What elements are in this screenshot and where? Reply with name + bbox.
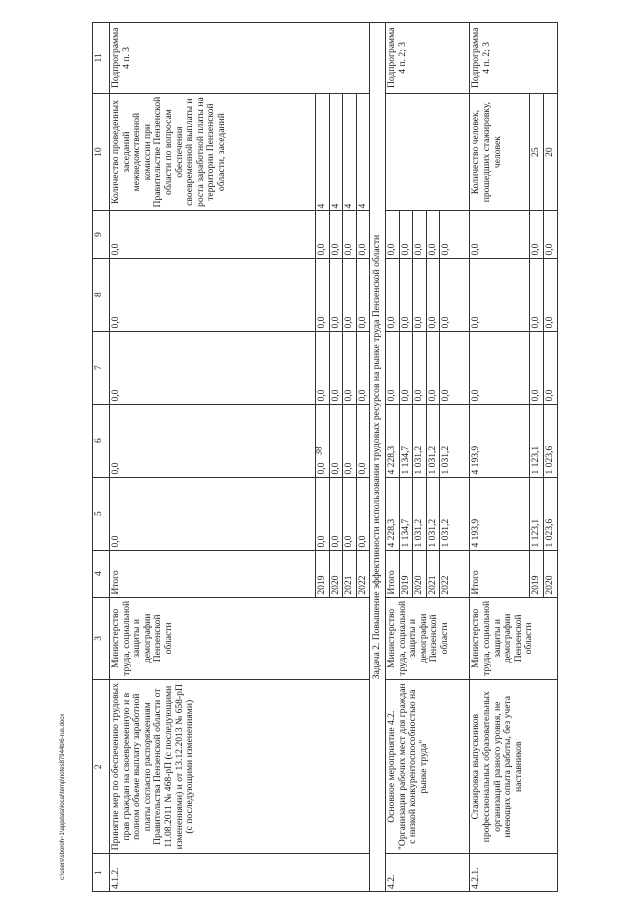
subprogram-ref: Подпрограмма 4 п. 2; 3 [470, 23, 557, 94]
year-cell: 2019 [530, 550, 544, 597]
year-cell: 2020 [543, 550, 557, 597]
executor: Министерство труда, социальной защиты и демографии Пензенской области [110, 597, 370, 679]
value-cell: 0,0 [110, 258, 316, 331]
col-1: 1 [93, 854, 110, 892]
value-cell: 1 123,1 [530, 477, 544, 550]
row-number: 4.2.1. [470, 854, 557, 892]
year-cell: Итого [470, 550, 530, 597]
value-cell: 0,0 [316, 404, 330, 477]
col-11: 11 [93, 23, 110, 94]
year-cell: 2020 [329, 550, 343, 597]
value-cell: 0,0 [399, 258, 413, 331]
indicator-cell: Количество человек, прошедших стажировку, человек [470, 93, 530, 211]
value-cell: 4 228,3 [385, 477, 399, 550]
year-cell: Итого [110, 550, 316, 597]
value-cell: 0,0 [329, 211, 343, 258]
value-cell: 0,0 [343, 477, 357, 550]
table-row [385, 23, 399, 892]
value-cell: 0,0 [543, 211, 557, 258]
year-cell: 2021 [343, 550, 357, 597]
program-table [92, 22, 558, 892]
value-cell: 0,0 [530, 211, 544, 258]
value-cell: 1 123,1 [530, 404, 544, 477]
year-cell: 2021 [426, 550, 440, 597]
value-cell: 0,0 [343, 211, 357, 258]
program-table-rotated [92, 22, 604, 892]
col-10: 10 [93, 93, 110, 211]
value-cell: 1 134,7 [399, 477, 413, 550]
value-cell: 0,0 [543, 331, 557, 404]
value-cell: 0,0 [110, 477, 316, 550]
value-cell: 0,0 [530, 331, 544, 404]
task-heading: Задача 2. Повышение эффективности использования трудовых ресурсов на рынке труда Пензенской области [370, 23, 386, 892]
value-cell: 0,0 [385, 331, 399, 404]
value-cell: 0,0 [413, 211, 427, 258]
indicator-value: 4 [316, 93, 330, 211]
indicator-cell: Количество проведенных заседаний межведомственной комиссии при Правительстве Пензенской области по вопросам обеспечения своевременной выплаты и роста заработной платы на территории Пензенской области, заседаний [110, 93, 316, 211]
row-number: 4.1.2. [110, 854, 370, 892]
value-cell: 0,0 [316, 477, 330, 550]
year-cell: 2019 [399, 550, 413, 597]
value-cell: 0,0 [440, 211, 470, 258]
measure-name: Стажировка выпускников профессиональных образовательных организаций разного уровня, не имеющих опыта работы, без учета наставников [470, 680, 557, 854]
value-cell: 0,0 [356, 258, 370, 331]
year-cell: 2022 [356, 550, 370, 597]
value-cell: 0,0 [110, 211, 316, 258]
row-number: 4.2. [385, 854, 469, 892]
value-cell: 1 031,2 [426, 477, 440, 550]
value-cell: 0,0 [440, 258, 470, 331]
value-cell: 0,0 [343, 331, 357, 404]
value-cell: 1 031,2 [440, 404, 470, 477]
task-heading-row [370, 23, 386, 892]
year-cell: 2019 [316, 550, 330, 597]
value-cell: 0,0 [356, 477, 370, 550]
value-cell: 1 031,2 [413, 477, 427, 550]
indicator-value: 4 [343, 93, 357, 211]
col-6: 6 [93, 404, 110, 477]
value-cell: 4 228,3 [385, 404, 399, 477]
value-cell: 0,0 [426, 258, 440, 331]
value-cell: 0,0 [385, 211, 399, 258]
value-cell: 0,0 [530, 258, 544, 331]
year-cell: 2022 [440, 550, 470, 597]
value-cell: 0,0 [329, 331, 343, 404]
value-cell: 0,0 [329, 258, 343, 331]
value-cell: 0,0 [343, 404, 357, 477]
table-row [470, 23, 530, 892]
value-cell: 0,0 [413, 331, 427, 404]
value-cell: 0,0 [356, 404, 370, 477]
value-cell: 0,0 [413, 258, 427, 331]
col-5: 5 [93, 477, 110, 550]
value-cell: 4 193,9 [470, 477, 530, 550]
subprogram-ref: Подпрограмма 4 п. 2; 3 [385, 23, 469, 94]
value-cell: 1 134,7 [399, 404, 413, 477]
value-cell: 0,0 [470, 211, 530, 258]
measure-name: Принятие мер по обеспечению трудовых прав граждан на своевременную и в полном объеме выплату заработной платы согласно распоряжениям Правительства Пензенской области от 11.08.2011 № 468-рП (с последующими изменениями) и от 13.12.2013 № 658-рП (с последующими изменениями) [110, 680, 370, 854]
value-cell: 0,0 [385, 258, 399, 331]
value-cell: 0,0 [316, 258, 330, 331]
value-cell: 0,0 [426, 331, 440, 404]
value-cell: 0,0 [343, 258, 357, 331]
value-cell: 1 031,2 [440, 477, 470, 550]
year-cell: Итого [385, 550, 399, 597]
value-cell: 1 023,6 [543, 404, 557, 477]
value-cell: 0,0 [470, 258, 530, 331]
executor: Министерство труда, социальной защиты и демографии Пензенской области [385, 597, 469, 679]
table-row [110, 23, 316, 892]
value-cell: 1 031,2 [426, 404, 440, 477]
value-cell: 0,0 [110, 404, 316, 477]
page-number: 38 [313, 446, 324, 456]
value-cell: 1 031,2 [413, 404, 427, 477]
subprogram-ref: Подпрограмма 4 п. 3 [110, 23, 370, 94]
indicator-value: 20 [543, 93, 557, 211]
value-cell: 0,0 [426, 211, 440, 258]
value-cell: 0,0 [356, 211, 370, 258]
col-8: 8 [93, 258, 110, 331]
measure-name: Основное мероприятие 4.2. "Организация рабочих мест для граждан с низкой конкурентоспособностью на рынке труда" [385, 680, 469, 854]
value-cell: 0,0 [356, 331, 370, 404]
value-cell: 0,0 [316, 331, 330, 404]
value-cell: 0,0 [470, 331, 530, 404]
value-cell: 0,0 [329, 404, 343, 477]
indicator-value: 25 [530, 93, 544, 211]
indicator-value: 4 [356, 93, 370, 211]
value-cell: 0,0 [399, 211, 413, 258]
col-3: 3 [93, 597, 110, 679]
indicator-value: 4 [329, 93, 343, 211]
value-cell: 4 193,9 [470, 404, 530, 477]
value-cell: 1 023,6 [543, 477, 557, 550]
col-7: 7 [93, 331, 110, 404]
value-cell: 0,0 [440, 331, 470, 404]
value-cell: 0,0 [329, 477, 343, 550]
col-2: 2 [93, 680, 110, 854]
col-4: 4 [93, 550, 110, 597]
value-cell: 0,0 [316, 211, 330, 258]
value-cell: 0,0 [110, 331, 316, 404]
executor: Министерство труда, социальной защиты и демографии Пензенской области [470, 597, 557, 679]
column-numbers-row [93, 23, 110, 892]
col-9: 9 [93, 211, 110, 258]
year-cell: 2020 [413, 550, 427, 597]
footer-path: c:\users\sboroh~1\appdata\local\temp\notes87944b\6-rus.docx [60, 713, 66, 880]
value-cell: 0,0 [399, 331, 413, 404]
indicator-cell-empty [385, 93, 469, 211]
value-cell: 0,0 [543, 258, 557, 331]
